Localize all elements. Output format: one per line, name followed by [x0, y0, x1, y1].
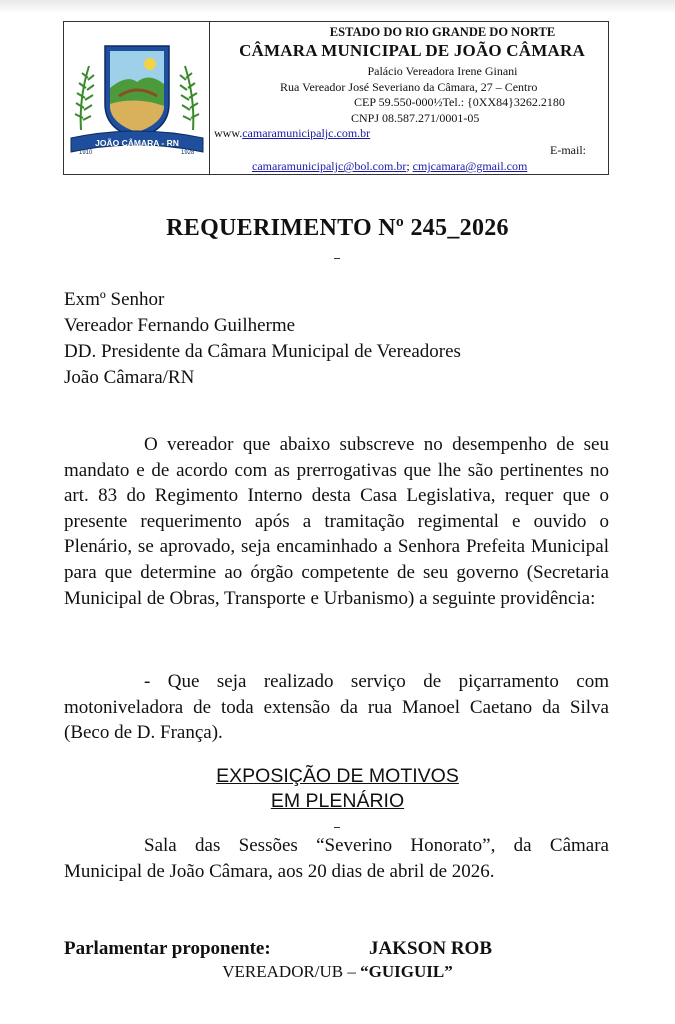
addressee-line-2: Vereador Fernando Guilherme [64, 315, 296, 336]
email-list [252, 159, 527, 174]
website-link[interactable]: camaramunicipaljc.com.br [242, 126, 371, 140]
website-prefix: www. [214, 126, 243, 140]
palace-name: Palácio Vereadora Irene Ginani [367, 64, 518, 78]
logo-year-left: 1910 [79, 150, 93, 156]
exposition-dash [334, 827, 340, 828]
exposition-heading-1: EXPOSIÇÃO DE MOTIVOS [216, 765, 459, 787]
signature-name: JAKSON ROB [369, 938, 492, 959]
website [214, 126, 370, 141]
closing-paragraph [64, 833, 609, 884]
logo-cell [64, 22, 210, 174]
chamber-name: CÂMARA MUNICIPAL DE JOÃO CÂMARA [239, 41, 585, 60]
addressee-line-3: DD. Presidente da Câmara Municipal de Vereadores [64, 341, 461, 362]
cep-phone: CEP 59.550-000½Tel.: {0XX84}3262.2180 [354, 95, 565, 109]
signature-label: Parlamentar proponente: [64, 938, 271, 959]
letterhead [63, 21, 609, 175]
logo-banner-text: JOÃO CÂMARA - RN [95, 138, 179, 148]
email-label: E-mail: [550, 143, 586, 157]
signature-nickname: “GUIGUIL” [360, 962, 453, 981]
document-title: REQUERIMENTO Nº 245_2026 [166, 215, 509, 241]
cnpj: CNPJ 08.587.271/0001-05 [351, 111, 480, 125]
top-shadow [0, 0, 675, 14]
addressee-line-4: João Câmara/RN [64, 367, 195, 388]
signature-role-prefix: VEREADOR/UB – [222, 962, 361, 981]
request-paragraph-text: - Que seja realizado serviço de piçarramento com motoniveladora de toda extensão da rua Manoel Caetano da Silva (Beco de D. França). [64, 671, 609, 744]
street-address: Rua Vereador José Severiano da Câmara, 27 – Centro [280, 80, 538, 94]
closing-paragraph-text: Sala das Sessões “Severino Honorato”, da Câmara Municipal de João Câmara, aos 20 dias de abril de 2026. [64, 835, 609, 882]
email-separator: ; [406, 159, 413, 173]
email-link-bol[interactable]: camaramunicipaljc@bol.com.br [252, 159, 407, 173]
main-paragraph [64, 432, 609, 611]
title-dash [334, 258, 340, 259]
exposition-heading-2: EM PLENÁRIO [270, 790, 405, 812]
state-name: ESTADO DO RIO GRANDE DO NORTE [329, 25, 556, 39]
main-paragraph-text: O vereador que abaixo subscreve no desempenho de seu mandato e de acordo com as prerrogativas que lhe são pertinentes no art. 83 do Regimento Interno desta Casa Legislativa, requer que o presente requerimento após a tramitação regimental e ouvido o Plenário, se aprovado, seja encaminhado a Senhora Prefeita Municipal para que determine ao órgão competente de seu governo (Secretaria Municipal de Obras, Transporte e Urbanismo) a seguinte providência: [64, 434, 609, 609]
email-link-gmail[interactable]: cmjcamara@gmail.com [412, 159, 528, 173]
signature-role [0, 962, 675, 982]
coat-of-arms-icon [67, 38, 207, 158]
request-paragraph [64, 669, 609, 746]
logo-year-right: 1928 [181, 150, 195, 156]
addressee-line-1: Exmº Senhor [64, 289, 165, 310]
